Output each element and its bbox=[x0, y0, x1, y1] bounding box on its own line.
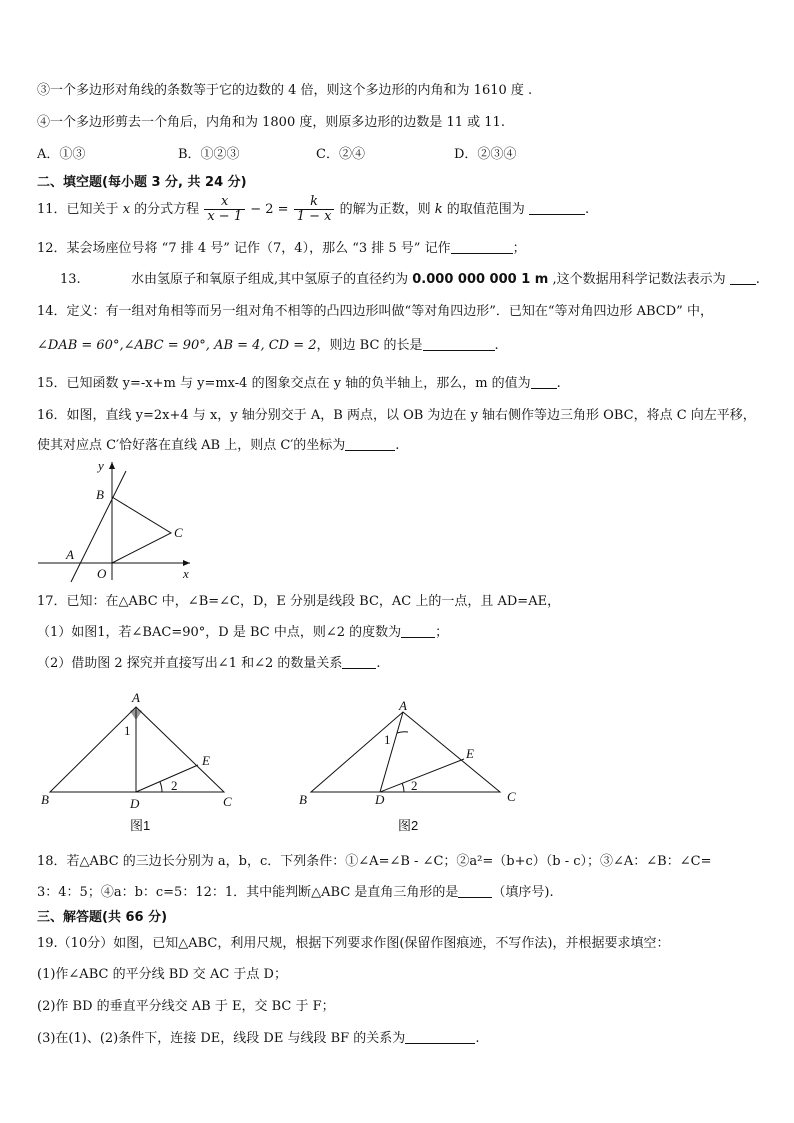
q11-minus2: − 2 = bbox=[250, 202, 289, 217]
angle-2-arc-2 bbox=[402, 783, 404, 792]
label-e-2: E bbox=[466, 746, 474, 761]
section-3-title: 三、解答题(共 66 分) bbox=[37, 910, 168, 925]
q19-end: . bbox=[475, 1031, 480, 1046]
question-19-step-2: (2)作 BD 的垂直平分线交 AB 于 E，交 BC 于 F； bbox=[37, 999, 335, 1014]
q17-part2-text: （2）借助图 2 探究并直接写出∠1 和∠2 的数量关系 bbox=[37, 656, 343, 671]
q19-text: (3)在(1)、(2)条件下，连接 DE，线段 DE 与线段 BF 的关系为 bbox=[37, 1031, 406, 1046]
label-d-1: D bbox=[130, 796, 140, 811]
q14-text: ，则边 BC 的长是 bbox=[316, 338, 423, 353]
question-16-line-1: 16．如图，直线 y=2x+4 与 x，y 轴分别交于 A，B 两点，以 OB 为边在 y 轴右侧作等边三角形 OBC，将点 C 向左平移， bbox=[37, 408, 756, 423]
answer-blank[interactable] bbox=[458, 884, 492, 898]
q13-number: 13. bbox=[60, 272, 81, 287]
segment-de-2 bbox=[380, 759, 464, 792]
label-c-1: C bbox=[223, 794, 232, 809]
q13-end: . bbox=[755, 272, 760, 287]
label-c-2: C bbox=[507, 789, 516, 804]
q11-suffix2: 的取值范围为 bbox=[446, 202, 525, 217]
q11-kvar: k bbox=[434, 202, 443, 217]
q11-var: x bbox=[122, 202, 131, 217]
option-a: A．①③ bbox=[37, 147, 86, 162]
frac2-den: 1 − x bbox=[296, 209, 332, 224]
option-d: D．②③④ bbox=[454, 147, 517, 162]
angle-1-arc-2 bbox=[397, 732, 408, 733]
q14-end: . bbox=[494, 338, 499, 353]
question-18-line-2 bbox=[37, 884, 554, 902]
statement-3: ③一个多边形对角线的条数等于它的边数的 4 倍，则这个多边形的内角和为 1610 度 . bbox=[37, 83, 533, 98]
label-x: x bbox=[183, 566, 189, 581]
q11-suffix: 的解为正数，则 bbox=[339, 202, 431, 217]
q18-text: 3：4：5；④a：b：c=5：12：1．其中能判断△ABC 是直角三角形的是 bbox=[37, 885, 459, 900]
label-1-fig2: 1 bbox=[384, 732, 391, 747]
q11-mid: 的分式方程 bbox=[134, 202, 200, 217]
label-e-1: E bbox=[202, 753, 210, 768]
q16-end: . bbox=[395, 438, 400, 453]
q15-end: . bbox=[556, 376, 561, 391]
q14-condition: ∠DAB = 60°,∠ABC = 90°, AB = 4, CD = 2 bbox=[37, 338, 317, 353]
q17-part2-end: . bbox=[376, 656, 381, 671]
answer-blank[interactable] bbox=[405, 1030, 475, 1044]
label-2-fig2: 2 bbox=[411, 778, 418, 793]
q13-text: 水由氢原子和氧原子组成,其中氢原子的直径约为 bbox=[130, 272, 409, 287]
label-o: O bbox=[97, 566, 107, 581]
label-b: B bbox=[96, 487, 104, 502]
section-2-title: 二、填空题(每小题 3 分, 共 24 分) bbox=[37, 175, 247, 190]
q17-part1-text: （1）如图1，若∠BAC=90°，D 是 BC 中点，则∠2 的度数为 bbox=[37, 625, 402, 640]
label-2-fig1: 2 bbox=[171, 778, 178, 793]
label-b-2: B bbox=[299, 792, 307, 807]
question-18-line-1: 18．若△ABC 的三边长分别为 a，b，c．下列条件：①∠A=∠B - ∠C；②a²=（b+c）（b - c）；③∠A：∠B：∠C= bbox=[37, 854, 712, 869]
question-17-line-1: 17．已知：在△ABC 中，∠B=∠C，D，E 分别是线段 BC，AC 上的一点，且 AD=AE， bbox=[37, 594, 561, 609]
q16-text: 使其对应点 C′恰好落在直线 AB 上，则点 C′的坐标为 bbox=[37, 438, 346, 453]
label-y: y bbox=[98, 458, 104, 473]
segment-ad-2 bbox=[380, 712, 403, 792]
frac1-den: x − 1 bbox=[207, 209, 243, 224]
label-a: A bbox=[66, 547, 74, 562]
q15-text: 15．已知函数 y=-x+m 与 y=mx-4 的图象交点在 y 轴的负半轴上，那么，m 的值为 bbox=[37, 376, 531, 391]
q12-text: 12．某会场座位号将 “7 排 4 号” 记作（7，4），那么 “3 排 5 号” 记作 bbox=[37, 241, 451, 256]
q13-value: 0.000 000 000 1 m bbox=[412, 272, 549, 287]
statement-4: ④一个多边形剪去一个角后，内角和为 1800 度，则原多边形的边数是 11 或 11. bbox=[37, 115, 505, 130]
label-b-1: B bbox=[41, 792, 49, 807]
frac2-num: k bbox=[294, 195, 335, 210]
label-1-fig1: 1 bbox=[124, 723, 131, 738]
label-a-1: A bbox=[132, 690, 140, 705]
label-d-2: D bbox=[375, 792, 385, 807]
q17-part1-end: ； bbox=[435, 625, 449, 640]
option-c: C．②④ bbox=[316, 147, 365, 162]
q13-text2: ,这个数据用科学记数法表示为 bbox=[552, 272, 726, 287]
caption-figure-1: 图1 bbox=[130, 818, 151, 833]
frac1-num: x bbox=[204, 195, 245, 210]
label-c: C bbox=[174, 525, 183, 540]
q18-end: （填序号). bbox=[492, 885, 554, 900]
caption-figure-2: 图2 bbox=[398, 818, 419, 833]
question-19-line-1: 19.（10分）如图，已知△ABC，利用尺规，根据下列要求作图(保留作图痕迹，不写作法)，并根据要求填空： bbox=[37, 936, 670, 951]
label-a-2: A bbox=[399, 698, 407, 713]
question-14-line-1: 14．定义：有一组对角相等而另一组对角不相等的凸四边形叫做“等对角四边形”．已知在“等对角四边形 ABCD” 中， bbox=[37, 304, 713, 319]
q11-prefix: 11．已知关于 bbox=[37, 202, 119, 217]
q11-end: . bbox=[584, 202, 590, 217]
question-19-step-3 bbox=[37, 1030, 479, 1048]
question-19-step-1: (1)作∠ABC 的平分线 BD 交 AC 于点 D； bbox=[37, 967, 287, 982]
option-b: B．①②③ bbox=[178, 147, 240, 162]
q12-end: ； bbox=[512, 241, 526, 256]
